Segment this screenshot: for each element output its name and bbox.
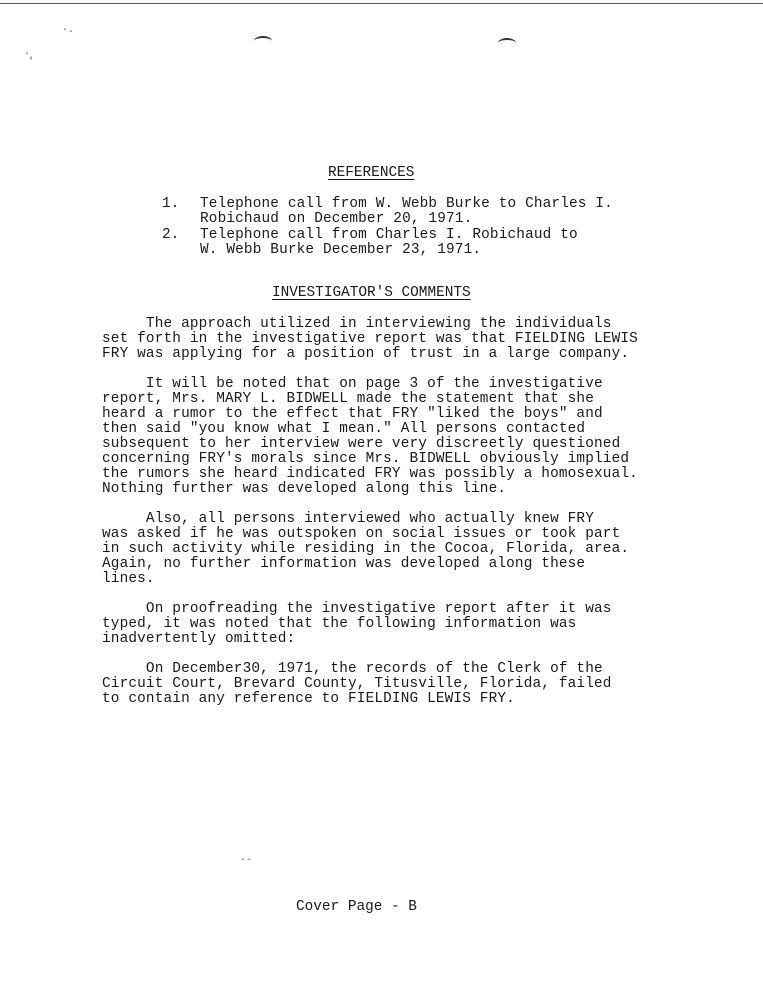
paragraph-line: subsequent to her interview were very discreetly questioned [102,436,621,452]
paragraph-line: heard a rumor to the effect that FRY "liked the boys" and [102,406,603,422]
paragraph-line: FRY was applying for a position of trust in a large company. [102,346,630,362]
paragraph-line: set forth in the investigative report was that FIELDING LEWIS [102,331,638,347]
paragraph-line: report, Mrs. MARY L. BIDWELL made the statement that she [102,391,595,407]
reference-line: Telephone call from W. Webb Burke to Charles I. [200,196,613,212]
paragraph-line: then said "you know what I mean." All persons contacted [102,421,586,437]
paragraph-line: lines. [102,571,155,587]
paragraph-line: was asked if he was outspoken on social issues or took part [102,526,621,542]
paragraph-line: to contain any reference to FIELDING LEWIS FRY. [102,691,515,707]
reference-number: 2. [162,227,180,243]
paragraph-line: On proofreading the investigative report after it was [102,601,612,617]
page-footer: Cover Page - B [296,899,417,915]
paragraph-line: Also, all persons interviewed who actually knew FRY [102,511,595,527]
paragraph-line: inadvertently omitted: [102,631,296,647]
reference-line: W. Webb Burke December 23, 1971. [200,242,482,258]
paragraph-line: The approach utilized in interviewing the individuals [102,316,612,332]
reference-line: Robichaud on December 20, 1971. [200,211,473,227]
paragraph-line: It will be noted that on page 3 of the investigative [102,376,603,392]
comments-heading: INVESTIGATOR'S COMMENTS [272,285,471,301]
paragraph-line: Again, no further information was developed along these [102,556,586,572]
scan-speck: ·. [62,25,75,36]
paragraph-line: Circuit Court, Brevard County, Titusville, Florida, failed [102,676,612,692]
punch-mark [498,38,516,48]
paragraph-line: typed, it was noted that the following information was [102,616,577,632]
scan-speck: ·- [240,855,253,866]
scan-top-edge [0,3,763,4]
references-heading: REFERENCES [328,165,415,181]
paragraph-line: On December30, 1971, the records of the Clerk of the [102,661,603,677]
scan-speck: . [24,47,31,58]
reference-number: 1. [162,196,180,212]
paragraph-line: concerning FRY's morals since Mrs. BIDWELL obviously implied [102,451,630,467]
punch-mark [254,36,272,46]
scan-speck: ' [28,57,35,68]
paragraph-line: in such activity while residing in the Cocoa, Florida, area. [102,541,630,557]
paragraph-line: the rumors she heard indicated FRY was possibly a homosexual. [102,466,638,482]
paragraph-line: Nothing further was developed along this line. [102,481,507,497]
reference-line: Telephone call from Charles I. Robichaud to [200,227,578,243]
